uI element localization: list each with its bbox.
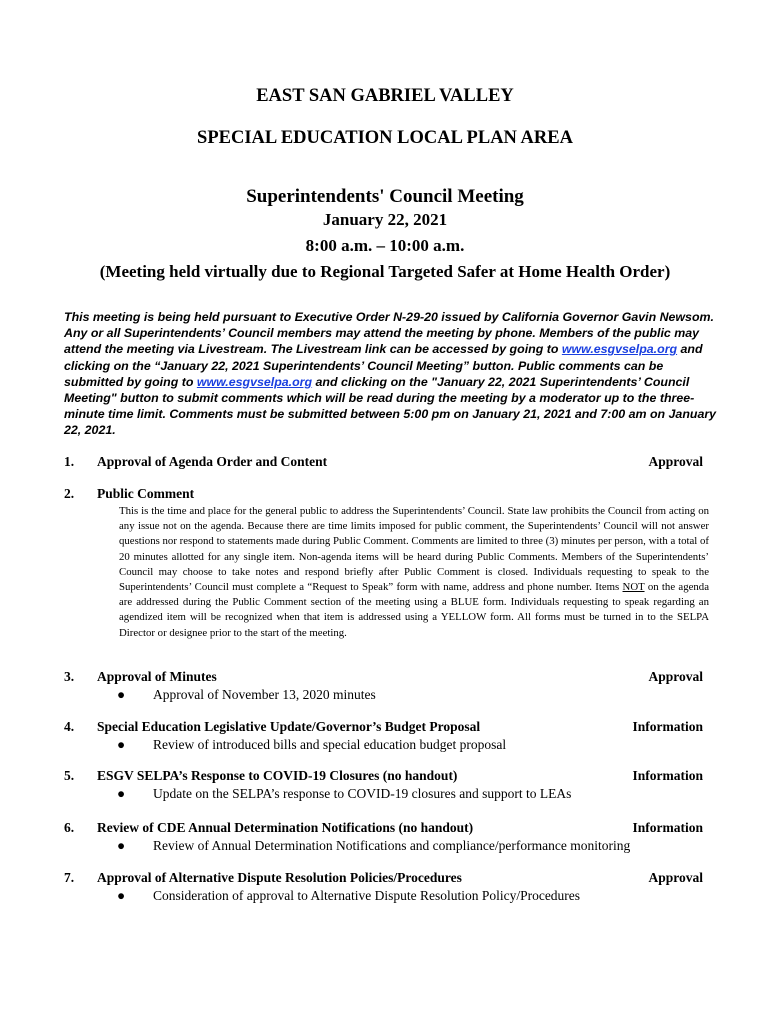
bullet-text: Update on the SELPA’s response to COVID-19 closures and support to LEAs — [153, 786, 572, 801]
item-title: Approval of Minutes — [97, 669, 217, 684]
public-comment-body — [119, 504, 709, 641]
item-number: 6. — [64, 820, 75, 835]
item-action: Approval — [648, 454, 703, 469]
intro-text-3: and clicking on the "January 22, 2021 Superintendents’ Council Meeting" button to submit comments which will be read during the meeting by a moderator up to the three-minute time limit. Comments must be submitted between 5:00 pm on January 21, 2021 and 7:00 am on January 22, 2021. — [64, 374, 717, 438]
bullet-icon: ● — [117, 687, 126, 702]
item-title: Special Education Legislative Update/Governor’s Budget Proposal — [97, 719, 481, 734]
bullet-icon: ● — [117, 838, 126, 853]
item-number: 5. — [64, 768, 75, 783]
intro-text-2: and clicking on the “January 22, 2021 Superintendents’ Council Meeting” button. Public comments can be submitted by going to — [64, 342, 703, 389]
item-bullet — [117, 786, 571, 802]
item-action: Information — [632, 719, 703, 734]
item-title: ESGV SELPA’s Response to COVID-19 Closures (no handout) — [97, 768, 458, 783]
item-bullet — [117, 737, 506, 753]
public-comment-text-b: on the agenda are addressed during the Public Comment section of the meeting using a BLUE form. Individuals requesting to speak regarding an agendized item will be recognized when that item is addressed using a YELLOW form. All forms must be turned in to the SELPA Director or designee prior to the start of the meeting. — [119, 581, 709, 639]
website-link-1[interactable]: www.esgvselpa.org — [561, 342, 678, 357]
item-action: Information — [632, 820, 703, 835]
item-bullet — [117, 687, 376, 703]
intro-paragraph — [64, 309, 724, 439]
intro-text-1: This meeting is being held pursuant to Executive Order N-29-20 issued by California Governor Gavin Newsom. Any or all Superintendents’ Council members may attend the meeting by phone. Members of the public may attend the meeting via Livestream. The Livestream link can be accessed by going to — [64, 310, 714, 357]
item-title: Approval of Agenda Order and Content — [97, 454, 328, 469]
public-comment-not: NOT — [622, 581, 645, 594]
bullet-text: Approval of November 13, 2020 minutes — [153, 687, 376, 702]
org-name-line1: EAST SAN GABRIEL VALLEY — [256, 86, 514, 106]
item-title: Review of CDE Annual Determination Notifications (no handout) — [97, 820, 474, 835]
bullet-icon: ● — [117, 737, 126, 752]
meeting-time: 8:00 a.m. – 10:00 a.m. — [305, 236, 465, 255]
bullet-text: Review of Annual Determination Notifications and compliance/performance monitoring — [153, 838, 631, 853]
bullet-icon: ● — [117, 888, 126, 903]
bullet-text: Review of introduced bills and special education budget proposal — [153, 737, 507, 752]
item-number: 1. — [64, 454, 75, 469]
meeting-title: Superintendents' Council Meeting — [246, 186, 524, 207]
item-action: Information — [632, 768, 703, 783]
item-title: Approval of Alternative Dispute Resolution Policies/Procedures — [97, 870, 462, 885]
item-bullet — [117, 838, 630, 854]
item-number: 2. — [64, 486, 75, 501]
public-comment-text-a: This is the time and place for the general public to address the Superintendents’ Council. State law prohibits the Council from acting on any issue not on the agenda. Because there are time limits imposed for public comment, the Superintendents’ Council will not answer questions nor respond to statements made during Public Comment. Comments are limited to three (3) minutes per person, with a total of 20 minutes allotted for any single item. Non-agenda items will be heard during Public Comments. Members of the Superintendents’ Council may choose to take notes and respond briefly after Public Comment is closed. Individuals requesting to speak to the Superintendents’ Council must complete a “Request to Speak” form with name, address and phone number. Items — [119, 505, 709, 594]
website-link-2[interactable]: www.esgvselpa.org — [196, 374, 313, 389]
item-bullet — [117, 888, 580, 904]
org-name-line2: SPECIAL EDUCATION LOCAL PLAN AREA — [197, 128, 573, 148]
meeting-date: January 22, 2021 — [322, 210, 448, 229]
item-number: 4. — [64, 719, 75, 734]
item-number: 3. — [64, 669, 75, 684]
bullet-icon: ● — [117, 786, 126, 801]
item-action: Approval — [648, 669, 703, 684]
meeting-note: (Meeting held virtually due to Regional Targeted Safer at Home Health Order) — [99, 262, 671, 281]
item-number: 7. — [64, 870, 75, 885]
item-action: Approval — [648, 870, 703, 885]
item-title: Public Comment — [97, 486, 195, 501]
bullet-text: Consideration of approval to Alternative Dispute Resolution Policy/Procedures — [153, 888, 581, 903]
